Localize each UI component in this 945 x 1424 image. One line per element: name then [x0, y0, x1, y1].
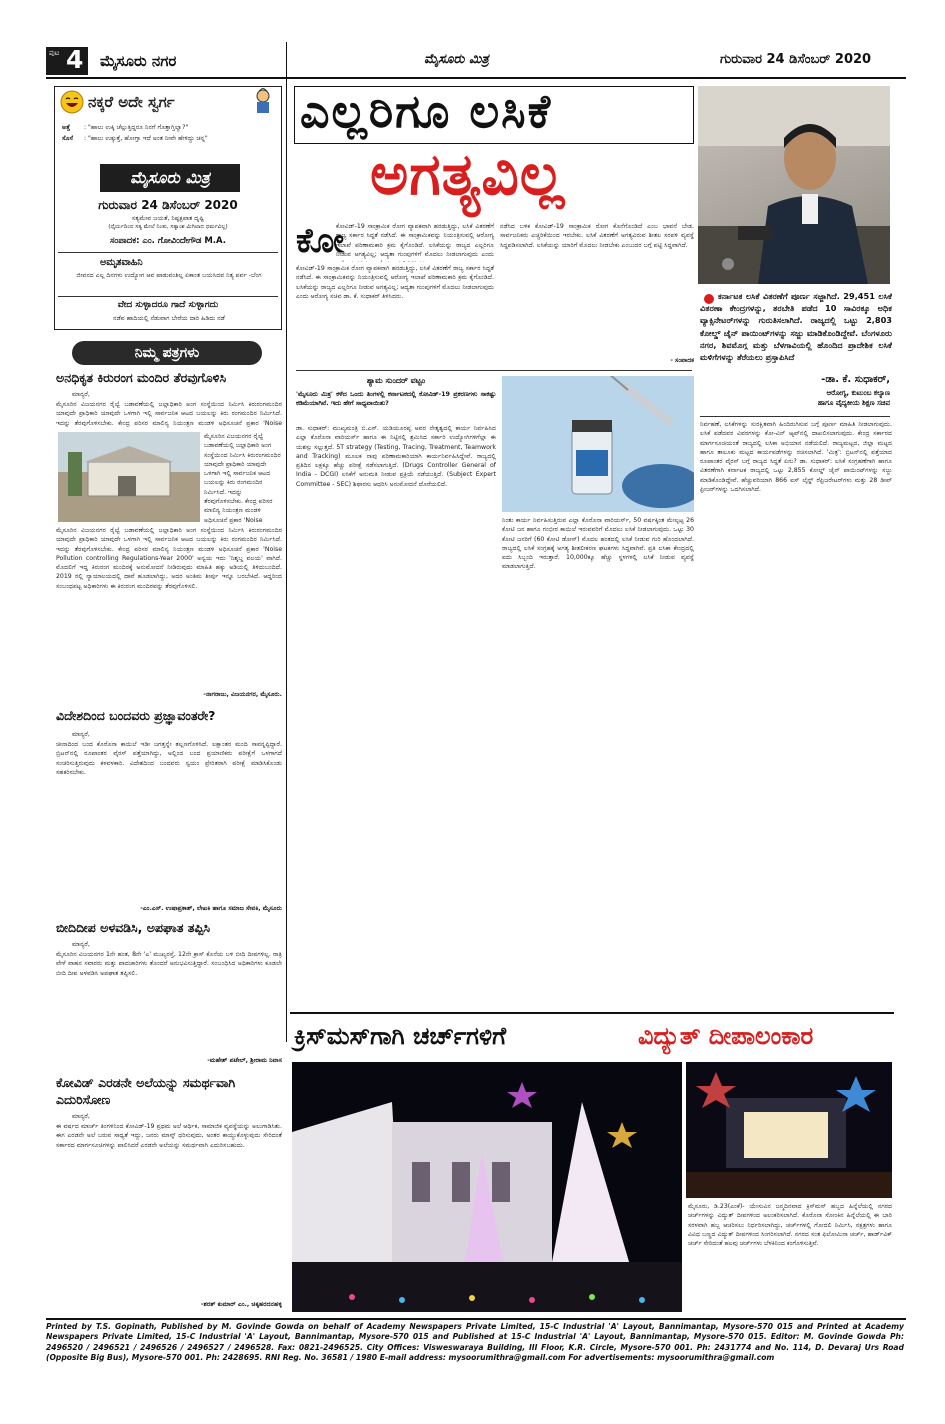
main-article-col2: ನಡೆಸಿದ ಬಳಿಕ ಕೋವಿಡ್-19 ಸಾಂಕ್ರಾಮಿಕ ರೋಗ ಕೊನೆಗೊಂಡಿದೆ ಎಂಬ ಭಾವನೆ ಬೇಡ. ಸಾರ್ವಜನಿಕರು ಎಚ್ಚರಿಕೆಯಿಂದ ಇರಬೇಕು. ಲಸಿಕೆ ವಿತರಣೆಗೆ ಅಗತ್ಯವಿರುವ ಶೀತಲ ಸರಪಳಿ ವ್ಯವಸ್ಥೆ ಸಿದ್ಧಪಡಿಸಲಾಗಿದೆ. ಲಸಿಕೆಯನ್ನು ಯಾರಿಗೆ ಮೊದಲು ನೀಡಬೇಕು ಎಂಬುದರ ಬಗ್ಗೆ ಪಟ್ಟಿ ಸಿದ್ಧವಾಗಿದೆ.	[500, 223, 694, 249]
page-number-box	[46, 47, 88, 75]
vaccine-photo	[502, 376, 694, 512]
paper-date: ಗುರುವಾರ 24 ಡಿಸೆಂಬರ್ 2020	[98, 198, 238, 212]
letter-3-body: ಮೈಸೂರಿನ ವಿಜಯನಗರ 1ನೇ ಹಂತ, 8ನೇ 'ಎ' ಮುಖ್ಯರಸ್ತೆ, 12ನೇ ಕ್ರಾಸ್ ಕೊನೆಯ ಬಳಿ ಬೀದಿ ದೀಪಗಳಿಲ್ಲ. ರಾತ್ರಿ ವೇಳೆ ವಾಹನ ಸವಾರರು ಮತ್ತು ಪಾದಚಾರಿಗಳು ತೊಂದರೆ ಅನುಭವಿಸುತ್ತಿದ್ದಾರೆ. ಸಂಬಂಧಿಸಿದ ಅಧಿಕಾರಿಗಳು ಕೂಡಲೇ ಬೀದಿ ದೀಪ ಅಳವಡಿಸಿ ಅಪಘಾತ ತಪ್ಪಿಸಲಿ.	[56, 951, 282, 977]
interview-col-right: ನಿಂತು ಕಾರ್ಯ ನಿರ್ವಹಿಸುತ್ತಿರುವ ಎಲ್ಲಾ ಕೊರೊನಾ ವಾರಿಯರ್ಸ್, 50 ವರ್ಷಕ್ಕಿಂತ ಮೇಲ್ಪಟ್ಟ 26 ಕೋಟಿ ಜನ ಹಾಗೂ ಗಂಭೀರ ಕಾಯಿಲೆ ಇರುವವರಿಗೆ ಮೊದಲು ಲಸಿಕೆ ನೀಡಲಾಗುವುದು. ಒಟ್ಟು 30 ಕೋಟಿ ಜನರಿಗೆ (60 ಕೋಟಿ ಡೋಸ್) ಮೊದಲ ಹಂತದಲ್ಲಿ ಲಸಿಕೆ ನೀಡುವ ಗುರಿ ಹೊಂದಲಾಗಿದೆ. ರಾಜ್ಯದಲ್ಲಿ ಲಸಿಕೆ ಸಂಗ್ರಹಕ್ಕೆ ಅಗತ್ಯ ಶೀತಲೀಕರಣ ಘಟಕಗಳು ಸಿದ್ಧವಾಗಿವೆ. ಪ್ರತಿ ಲಸಿಕಾ ಕೇಂದ್ರದಲ್ಲಿ ಐದು ಸಿಬ್ಬಂದಿ ಇರುತ್ತಾರೆ. 10,000ಕ್ಕೂ ಹೆಚ್ಚು ಸ್ಥಳಗಳಲ್ಲಿ ಲಸಿಕೆ ನೀಡುವ ವ್ಯವಸ್ಥೆ ಮಾಡಲಾಗುತ್ತಿದೆ.	[502, 517, 694, 571]
motto-line-1: ಸತ್ಯಮೇವ ಜಯತೆ, ನಿಷ್ಪಕ್ಷಪಾತ ದೃಷ್ಟಿ	[131, 215, 205, 222]
proverb-text: ನಡೆವ ಹಾದಿಯಲ್ಲಿ ನೆಡುವಾಗ ಬೇರೆಯ ದಾರಿ ಹಿಡಿದು ನಡೆ	[113, 315, 225, 322]
proverb-title: ವೇದ ಸುಳ್ಳಾದರೂ ಗಾದೆ ಸುಳ್ಳಾಗದು	[117, 300, 219, 310]
header-rule	[46, 77, 906, 79]
letter-1-body: ಮೈಸೂರಿನ ವಿಜಯನಗರ ರೈಲ್ವೆ ಬಡಾವಣೆಯಲ್ಲಿ ಜಲ್ಲಾಧಿಕಾರಿ ಅಂಗ ಸಂಸ್ಥೆಯಿಂದ ನಿರ್ಮಿಸಿ ಕಿರುರಂಗಮಂದಿರ ಯಾವುದೇ ಪ್ರಾಧಿಕಾರಿ ಯಾವುದೇ ಒಳಗಾಗಿ ಇಲ್ಲಿ ಸಾರ್ವಜನಿಕ ಆಟದ ಬಯಲನ್ನು ಕಿರು ರಂಗಮಂದಿರ ನಿರ್ಮಿಸಿದೆ. ಇದನ್ನು ತೆರವುಗೊಳಿಸಬೇಕು. ಕೇಂದ್ರ ಪರಿಸರ ಮಾಲಿನ್ಯ ನಿಯಂತ್ರಣ ಮಂಡಳಿ ಅಧಿಸೂಚನೆ ಪ್ರಕಾರ 'Noise Pollution controlling Regulations-Year 2000' ಅನ್ವಯ ಇದು 'ನಿಶ್ಶಬ್ದ ವಲಯ' ವಾಗಿದೆ. ಮೊದಲಿಗೆ ಇದ್ದ ಕಿರುರಂಗ ಮಂದಿರಕ್ಕೆ ಅನುಮೋದನೆ ನೀಡಿರುವುದು ಮಾಹಿತಿ ಹಕ್ಕು ಅಡಿಯಲ್ಲಿ ತಿಳಿದುಬಂದಿದೆ. 2019 ರಲ್ಲಿ ನ್ಯಾಯಾಲಯದಲ್ಲಿ ದಾವೆ ಹೂಡಲಾಗಿದ್ದು, ಅದರ ಅಂತಿಮ ತೀರ್ಪು ಇನ್ನೂ ಬರಬೇಕಿದೆ. ಆದ್ದರಿಂದ ಸಂಬಂಧಪಟ್ಟ ಅಧಿಕಾರಿಗಳು ಈ ಕಿರುರಂಗ ಮಂದಿರವನ್ನು ತೆರವುಗೊಳಿಸಲಿ.	[56, 527, 282, 590]
letter-1-body-top: ಮೈಸೂರಿನ ವಿಜಯನಗರ ರೈಲ್ವೆ ಬಡಾವಣೆಯಲ್ಲಿ ಜಲ್ಲಾಧಿಕಾರಿ ಅಂಗ ಸಂಸ್ಥೆಯಿಂದ ನಿರ್ಮಿಸಿ ಕಿರುರಂಗಮಂದಿರ ಯಾವುದೇ ಪ್ರಾಧಿಕಾರಿ ಯಾವುದೇ ಒಳಗಾಗಿ ಇಲ್ಲಿ ಸಾರ್ವಜನಿಕ ಆಟದ ಬಯಲನ್ನು ಕಿರು ರಂಗಮಂದಿರ ನಿರ್ಮಿಸಿದೆ. ಇದನ್ನು ತೆರವುಗೊಳಿಸಬೇಕು. ಕೇಂದ್ರ ಪರಿಸರ ಮಾಲಿನ್ಯ ನಿಯಂತ್ರಣ ಮಂಡಳಿ ಅಧಿಸೂಚನೆ ಪ್ರಕಾರ 'Noise	[56, 401, 282, 427]
joke-question: : "ಹಾಲು ಉಕ್ಕಿ ಚೆಲ್ಲುತ್ತಿದ್ದರೂ ನಿನಗೆ ಗೊತ್ತಾಗ್ತಿಲ್ವಾ?"	[84, 124, 189, 131]
minister-name: -ಡಾ. ಕೆ. ಸುಧಾಕರ್,	[821, 374, 890, 385]
masthead-small: ಮೈಸೂರು ಮಿತ್ರ	[424, 52, 489, 67]
paper-logo: ಮೈಸೂರು ಮಿತ್ರ	[100, 164, 240, 192]
letter-2-title: ವಿದೇಶದಿಂದ ಬಂದವರು ಪ್ರಜ್ಞಾವಂತರೇ?	[56, 708, 216, 723]
minister-article-column: ನಿರ್ವಹಣೆ, ಲಸಿಕೆಗಳನ್ನು ಸುರಕ್ಷಿತವಾಗಿ ಹಿಂದಿರುಗಿಸುವ ಬಗ್ಗೆ ಪೂರ್ಣ ಮಾಹಿತಿ ನೀಡಲಾಗುವುದು. ಲಸಿಕೆ ಪಡೆದವರ ವಿವರಗಳನ್ನು ಕೋ-ವಿನ್ ಆ್ಯಪ್‌ನಲ್ಲಿ ದಾಖಲಿಸಲಾಗುವುದು. ಕೇಂದ್ರ ಸರ್ಕಾರದ ಮಾರ್ಗಸೂಚಿಯಂತೆ ರಾಜ್ಯದಲ್ಲಿ ಲಸಿಕಾ ಅಭಿಯಾನ ನಡೆಯಲಿದೆ. ರಾಜ್ಯಮಟ್ಟದ, ಜಿಲ್ಲಾ ಮಟ್ಟದ ಹಾಗೂ ತಾಲೂಕು ಮಟ್ಟದ ಕಾರ್ಯಪಡೆಗಳನ್ನು ರಚಿಸಲಾಗಿದೆ. 'ಮಿತ್ರ': ಬ್ರಿಟನ್‌ನಲ್ಲಿ ಪತ್ತೆಯಾದ ರೂಪಾಂತರ ವೈರಸ್ ಬಗ್ಗೆ ರಾಜ್ಯದ ಸಿದ್ಧತೆ ಏನು? ಡಾ. ಸುಧಾಕರ್: ಲಸಿಕೆ ಸಂಗ್ರಹಣೆಗಾಗಿ ಹಾಗೂ ವಿತರಣೆಗಾಗಿ ಕರ್ನಾಟಕ ರಾಜ್ಯದಲ್ಲಿ ಒಟ್ಟು 2,855 ಕೋಲ್ಡ್ ಚೈನ್ ಪಾಯಿಂಟ್‌ಗಳನ್ನು ಸಜ್ಜು ಮಾಡಿಕೊಂಡಿದ್ದೇವೆ. ಹೆಚ್ಚುವರಿಯಾಗಿ 866 ಐಸ್ ಲೈನ್ಡ್ ರೆಫ್ರಿಜರೇಟರ್‌ಗಳು ಮತ್ತು 28 ಡೀಪ್ ಫ್ರೀಜರ್‌ಗಳನ್ನು ಒದಗಿಸಲಾಗಿದೆ.	[700, 421, 892, 494]
motto-line-2: (ಧೈರ್ಯದಿಂದ ಸತ್ಯ ಮೇಲೆ ನಿಂತು, ಸತ್ಯಾಂಶ ಮಿಗಿಲಾದ ಧರ್ಮವಿಲ್ಲ)	[108, 224, 228, 230]
letter-2-body: ಚೀನಾದಿಂದ ಬಂದ ಕೊರೊನಾ ಕಾಯಿಲೆ ಇಡೀ ಜಗತ್ತನ್ನೇ ತಲ್ಲಣಗೊಳಿಸಿದೆ. ಲಕ್ಷಾಂತರ ಮಂದಿ ಸಾವನ್ನಪ್ಪಿದ್ದಾರೆ. ಬ್ರಿಟನ್‌ನಲ್ಲಿ ರೂಪಾಂತರ ವೈರಸ್ ಪತ್ತೆಯಾಗಿದ್ದು, ಅಲ್ಲಿಂದ ಬಂದ ಪ್ರಯಾಣಿಕರು ಪರೀಕ್ಷೆಗೆ ಒಳಗಾಗದೆ ಸಂಚರಿಸುತ್ತಿರುವುದು ಕಳವಳಕಾರಿ. ವಿದೇಶದಿಂದ ಬಂದವರು ಸ್ವಯಂ ಪ್ರೇರಿತರಾಗಿ ಪರೀಕ್ಷೆ ಮಾಡಿಸಿಕೊಂಡು ಸಹಕರಿಸಬೇಕು.	[56, 741, 282, 776]
letter-2-signature: -ಎಂ.ಎಸ್. ಉಷಾಪ್ರಕಾಶ್, ಲೇಖಕಿ ಹಾಗೂ ಸಮಾಜ ಸೇವಕಿ, ಮೈಸೂರು	[140, 905, 282, 912]
letter-4-signature: -ಶರತ್ ಕುಮಾರ್ ಎಂ., ಚಿಕ್ಕಹರದನಹಳ್ಳಿ	[200, 1301, 282, 1308]
interview-divider	[296, 370, 692, 371]
christmas-photo-right	[686, 1062, 892, 1198]
header-date: ಗುರುವಾರ 24 ಡಿಸೆಂಬರ್ 2020	[720, 52, 872, 67]
main-article-byline: - ಸಂಪಾದಕ	[670, 357, 694, 364]
main-article-col1-lead: ಕೋವಿಡ್-19 ಸಾಂಕ್ರಾಮಿಕ ರೋಗ ವ್ಯಾಪಕವಾಗಿ ಹರಡುತ್ತಿದ್ದು, ಲಸಿಕೆ ವಿತರಣೆಗೆ ರಾಜ್ಯ ಸರ್ಕಾರ ಸಿದ್ಧತೆ ನಡೆಸಿದೆ. ಈ ಸಾಂಕ್ರಾಮಿಕವನ್ನು ನಿಯಂತ್ರಿಸುವಲ್ಲಿ ಆರೋಗ್ಯ ಇಲಾಖೆ ಪರಿಣಾಮಕಾರಿ ಕ್ರಮ ಕೈಗೊಂಡಿದೆ. ಲಸಿಕೆಯನ್ನು ರಾಜ್ಯದ ಎಲ್ಲರಿಗೂ ನೀಡುವ ಅಗತ್ಯವಿಲ್ಲ; ಆದ್ಯತಾ ಗುಂಪುಗಳಿಗೆ ಮೊದಲು ನೀಡಲಾಗುವುದು ಎಂದು	[336, 223, 494, 258]
sidebar-divider-2	[58, 296, 278, 297]
headline-line-1: ಎಲ್ಲರಿಗೂ ಲಸಿಕೆ	[300, 84, 553, 138]
interview-col-left: ಡಾ. ಸುಧಾಕರ್: ಮುಖ್ಯಮಂತ್ರಿ ಬಿ.ಎಸ್. ಯಡಿಯೂರಪ್ಪ ಅವರ ನೇತೃತ್ವದಲ್ಲಿ ಕಾರ್ಯ ನಿರ್ವಹಿಸಿದ ಎಲ್ಲಾ ಕೊರೊನಾ ವಾರಿಯರ್ಸ್ ಹಾಗೂ ಈ ನಿಟ್ಟಿನಲ್ಲಿ ಶ್ರಮಿಸಿದ ಸರ್ಕಾರಿ ಉದ್ಯೋಗಿಗಳಿಗೆಲ್ಲಾ ಈ ಯಶಸ್ಸು ಸಲ್ಲುತ್ತದೆ. 5T strategy (Testing, Tracing, Treatment, Teamwork and Tracking) ಮೂಲಕ ನಾವು ಪರಿಣಾಮಕಾರಿಯಾಗಿ ಕಾರ್ಯನಿರ್ವಹಿಸಿದ್ದೇವೆ. ರಾಜ್ಯದಲ್ಲಿ ಪ್ರತಿದಿನ ಲಕ್ಷಕ್ಕೂ ಹೆಚ್ಚು ಪರೀಕ್ಷೆ ನಡೆಸಲಾಗುತ್ತಿದೆ. (Drugs Controller General of India - DCGI) ಲಸಿಕೆಗೆ ಅನುಮತಿ ನೀಡುವ ಪ್ರಕ್ರಿಯೆ ನಡೆಯುತ್ತಿದೆ. (Subject Expert Committee - SEC) ಶಿಫಾರಸು ಆಧರಿಸಿ ಅನುಮೋದನೆ ದೊರೆಯಲಿದೆ.	[296, 425, 496, 488]
christmas-headline-part2: ವಿದ್ಯುತ್ ದೀಪಾಲಂಕಾರ	[638, 1022, 814, 1050]
sidebar-divider	[58, 252, 278, 253]
column-divider	[286, 42, 287, 1042]
letter-1-salutation: ಮಾನ್ಯರೆ,	[72, 391, 90, 398]
letter-4-body: ಈ ವರ್ಷದ ಮಾರ್ಚ್ ತಿಂಗಳಿನಿಂದ ಕೋವಿಡ್-19 ಪ್ರಥಮ ಅಲೆ ಆರ್ಥಿಕ, ಸಾಮಾಜಿಕ ವ್ಯವಸ್ಥೆಯನ್ನು ಅಲುಗಾಡಿಸಿತು. ಈಗ ಎರಡನೇ ಅಲೆ ಬರುವ ಸಾಧ್ಯತೆ ಇದ್ದು, ಜನರು ಮಾಸ್ಕ್ ಧರಿಸುವುದು, ಅಂತರ ಕಾಯ್ದುಕೊಳ್ಳುವುದು ಸೇರಿದಂತೆ ಸರ್ಕಾರದ ಮಾರ್ಗಸೂಚಿಗಳನ್ನು ಪಾಲಿಸಿದರೆ ಎರಡನೇ ಅಲೆಯನ್ನು ಸಮರ್ಥವಾಗಿ ಎದುರಿಸಬಹುದು.	[56, 1123, 282, 1149]
christmas-top-rule	[290, 1012, 894, 1014]
right-col-divider	[700, 416, 890, 417]
joke-q-label: ಅತ್ತೆ	[62, 124, 71, 131]
letter-1-signature: -ನಾಗರಾಜು, ವಿಜಯನಗರ, ಮೈಸೂರು.	[203, 691, 282, 698]
section-title: ಮೈಸೂರು ನಗರ	[100, 52, 177, 70]
dropcap: ಕೋ	[296, 221, 345, 261]
footer-imprint: Printed by T.S. Gopinath, Published by M. Govinde Gowda on behalf of Academy Newspapers Private Limited, 15-C Industrial 'A' Layout, Bannimantap, Mysore-570 015 and Printed at Academy Newspapers Private Limited, 15-C Industrial 'A' Layout, Bannimantap, Mysore-570 015 and Published at 15-C Industrial 'A' Layout, Bannimantap, Mysore-570 015. Editor: M. Govinde Gowda Ph: 2496520 / 2496521 / 2496526 / 2496527 / 2496528. Fax: 0821-2496525. City Offices: Visweswaraya Building, III Floor, K.R. Circle, Mysore-570 001. Ph: 2431774 and No. 114, D. Devaraj Urs Road (Opposite Big Bus), Mysore-570 001. Ph: 2428695. RNI Reg. No. 36581 / 1980 E-mail address: mysoorumithra@gmail.com For advertisements: mysoorumithra@gmail.com	[46, 1322, 904, 1363]
amrutha-text: ಜೀವನದ ಎಲ್ಲ ದಿನಗಳು ಉದ್ಯೋಗ ಆವ ಪಾಡುವಂತಿಲ್ಲ ಏಕಾಂತ ಬಯಸಿದವ ನಿತ್ಯ ಪರ್ವ -ಬೆಂಗ	[76, 272, 262, 279]
letter-1-title: ಅನಧಿಕೃತ ಕಿರುರಂಗ ಮಂದಿರ ತೆರವುಗೊಳಿಸಿ	[56, 370, 227, 385]
christmas-headline-part1: ಕ್ರಿಸ್‌ಮಸ್‌ಗಾಗಿ ಚರ್ಚ್‌ಗಳಿಗೆ	[294, 1022, 507, 1050]
laughing-face-icon	[60, 90, 84, 114]
headline-line-2: ಅಗತ್ಯವಿಲ್ಲ	[370, 140, 566, 208]
letter-4-salutation: ಮಾನ್ಯರೆ,	[72, 1113, 90, 1120]
minister-role-2: ಹಾಗೂ ವೈದ್ಯಕೀಯ ಶಿಕ್ಷಣ ಸಚಿವ	[817, 399, 890, 407]
joke-title: ನಕ್ಕರೆ ಅದೇ ಸ್ವರ್ಗ	[88, 93, 175, 111]
interview-intro-question: 'ಮೈಸೂರು ಮಿತ್ರ' ಕಳೆದ ಒಂದು ತಿಂಗಳಲ್ಲಿ ಕರ್ನಾಟಕದಲ್ಲಿ ಕೋವಿಡ್-19 ಪ್ರಕರಣಗಳು ಸಾಕಷ್ಟು ಕಡಿಮೆಯಾಗಿವೆ. ಇದು ಹೇಗೆ ಸಾಧ್ಯವಾಯಿತು?	[296, 390, 496, 408]
cartoon-man-icon	[250, 88, 276, 116]
interview-author: ಶ್ಯಾಮ ಸುಂದರ್ ವಟ್ಟಂ	[366, 376, 426, 385]
joke-a-label: ಸೊಸೆ	[62, 135, 74, 142]
editor-line: ಸಂಪಾದಕ: ಎಂ. ಗೋವಿಂದೇಗೌಡ M.A.	[110, 236, 226, 246]
letters-section-header: ನಿಮ್ಮ ಪತ್ರಗಳು	[72, 341, 262, 365]
footer-rule	[46, 1318, 906, 1320]
joke-answer: : "ಹಾಲು ಉಕ್ಕುತ್ತೆ, ಹೋಗ್ತಾ ಇದೆ ಅಂತ ನೀವೇ ಹೇಳಿದ್ದು ಚನ್ನ"	[84, 135, 208, 142]
letter-2-salutation: ಮಾನ್ಯರೆ,	[72, 731, 90, 738]
minister-photo	[698, 86, 890, 284]
letter-1-body-side: ಮೈಸೂರಿನ ವಿಜಯನಗರ ರೈಲ್ವೆ ಬಡಾವಣೆಯಲ್ಲಿ ಜಲ್ಲಾಧಿಕಾರಿ ಅಂಗ ಸಂಸ್ಥೆಯಿಂದ ನಿರ್ಮಿಸಿ ಕಿರುರಂಗಮಂದಿರ ಯಾವುದೇ ಪ್ರಾಧಿಕಾರಿ ಯಾವುದೇ ಒಳಗಾಗಿ ಇಲ್ಲಿ ಸಾರ್ವಜನಿಕ ಆಟದ ಬಯಲನ್ನು ಕಿರು ರಂಗಮಂದಿರ ನಿರ್ಮಿಸಿದೆ. ಇದನ್ನು ತೆರವುಗೊಳಿಸಬೇಕು. ಕೇಂದ್ರ ಪರಿಸರ ಮಾಲಿನ್ಯ ನಿಯಂತ್ರಣ ಮಂಡಳಿ ಅಧಿಸೂಚನೆ ಪ್ರಕಾರ 'Noise	[204, 433, 281, 524]
amrutha-title: ಅಮೃತವಾಹಿನಿ	[100, 257, 143, 268]
christmas-photo-left	[292, 1062, 682, 1312]
page-number: 4	[66, 45, 84, 74]
letter-1-photo	[58, 432, 200, 522]
letter-4-title: ಕೋವಿಡ್ ಎರಡನೇ ಅಲೆಯನ್ನು ಸಮರ್ಥವಾಗಿ ಎದುರಿಸೋಣ	[56, 1075, 236, 1107]
main-article-col1: ಕೋವಿಡ್-19 ಸಾಂಕ್ರಾಮಿಕ ರೋಗ ವ್ಯಾಪಕವಾಗಿ ಹರಡುತ್ತಿದ್ದು, ಲಸಿಕೆ ವಿತರಣೆಗೆ ರಾಜ್ಯ ಸರ್ಕಾರ ಸಿದ್ಧತೆ ನಡೆಸಿದೆ. ಈ ಸಾಂಕ್ರಾಮಿಕವನ್ನು ನಿಯಂತ್ರಿಸುವಲ್ಲಿ ಆರೋಗ್ಯ ಇಲಾಖೆ ಪರಿಣಾಮಕಾರಿ ಕ್ರಮ ಕೈಗೊಂಡಿದೆ. ಲಸಿಕೆಯನ್ನು ರಾಜ್ಯದ ಎಲ್ಲರಿಗೂ ನೀಡುವ ಅಗತ್ಯವಿಲ್ಲ; ಆದ್ಯತಾ ಗುಂಪುಗಳಿಗೆ ಮೊದಲು ನೀಡಲಾಗುವುದು ಎಂದು ಆರೋಗ್ಯ ಸಚಿವ ಡಾ. ಕೆ. ಸುಧಾಕರ್ ತಿಳಿಸಿದರು.	[296, 265, 494, 300]
letter-3-signature: -ಮಹೇಶ್ ಪಟೇಲ್, ಶ್ರೀರಾಮ ನಿವಾಸ	[207, 1057, 282, 1064]
minister-quote: ಕರ್ನಾಟಕ ಲಸಿಕೆ ವಿತರಣೆಗೆ ಪೂರ್ಣ ಸಜ್ಜಾಗಿದೆ. 29,451 ಲಸಿಕೆ ವಿತರಣಾ ಕೇಂದ್ರಗಳನ್ನು, ತರಬೇತಿ ಪಡೆದ 10 ಸಾವಿರಕ್ಕೂ ಅಧಿಕ ವ್ಯಾಕ್ಸಿನೇಟರ್‌ಗಳನ್ನು ಗುರುತಿಸಲಾಗಿದೆ. ರಾಜ್ಯದಲ್ಲಿ ಒಟ್ಟು 2,803 ಕೋಲ್ಡ್ ಚೈನ್ ಪಾಯಿಂಟ್‌ಗಳನ್ನು ಸಜ್ಜು ಮಾಡಿಕೊಂಡಿದ್ದೇವೆ. ಬೆಂಗಳೂರು ನಗರ, ಶಿವಮೊಗ್ಗ ಮತ್ತು ಬೆಳಗಾವಿಯಲ್ಲಿ ಹೊಂದಿದ ಪ್ರಾದೇಶಿಕ ಲಸಿಕೆ ಮಳಿಗೆಗಳನ್ನು ತೆರೆಯಲು ಪ್ರಸ್ತಾಪಿಸಿದೆ	[700, 291, 892, 363]
letter-3-salutation: ಮಾನ್ಯರೆ,	[72, 941, 90, 948]
minister-role-1: ಆರೋಗ್ಯ, ಕುಟುಂಬ ಕಲ್ಯಾಣ	[826, 389, 890, 397]
page-label: ಪುಟ	[49, 49, 60, 57]
christmas-caption: ಮೈಸೂರು, ಡಿ.23(ಎಂಕೆ)- ಯೇಸುವಿನ ಜನ್ಮದಿನವಾದ ಕ್ರಿಸ್‌ಮಸ್ ಹಬ್ಬದ ಹಿನ್ನೆಲೆಯಲ್ಲಿ ನಗರದ ಚರ್ಚ್‌ಗಳನ್ನು ವಿದ್ಯುತ್ ದೀಪಗಳಿಂದ ಅಲಂಕರಿಸಲಾಗಿದೆ. ಕೊರೊನಾ ಸೋಂಕಿನ ಹಿನ್ನೆಲೆಯಲ್ಲಿ ಈ ಬಾರಿ ಸರಳವಾಗಿ ಹಬ್ಬ ಆಚರಿಸಲು ನಿರ್ಧರಿಸಲಾಗಿದ್ದು, ಚರ್ಚ್‌ಗಳಲ್ಲಿ ಗೋದಲಿ ನಿರ್ಮಿಸಿ, ನಕ್ಷತ್ರಗಳು ಹಾಗೂ ವಿವಿಧ ಬಣ್ಣದ ವಿದ್ಯುತ್ ದೀಪಗಳಿಂದ ಸಿಂಗರಿಸಲಾಗಿದೆ. ನಗರದ ಸಂತ ಫಿಲೋಮಿನಾ ಚರ್ಚ್, ಹಾರ್ಡ್‌ವಿಕ್ ಚರ್ಚ್ ಸೇರಿದಂತೆ ಹಲವು ಚರ್ಚ್‌ಗಳು ಬೆಳಕಿನಿಂದ ಕಂಗೊಳಿಸುತ್ತಿವೆ.	[688, 1203, 892, 1248]
letter-3-title: ಬೀದಿದೀಪ ಅಳವಡಿಸಿ, ಅಪಘಾತ ತಪ್ಪಿಸಿ	[56, 920, 211, 935]
